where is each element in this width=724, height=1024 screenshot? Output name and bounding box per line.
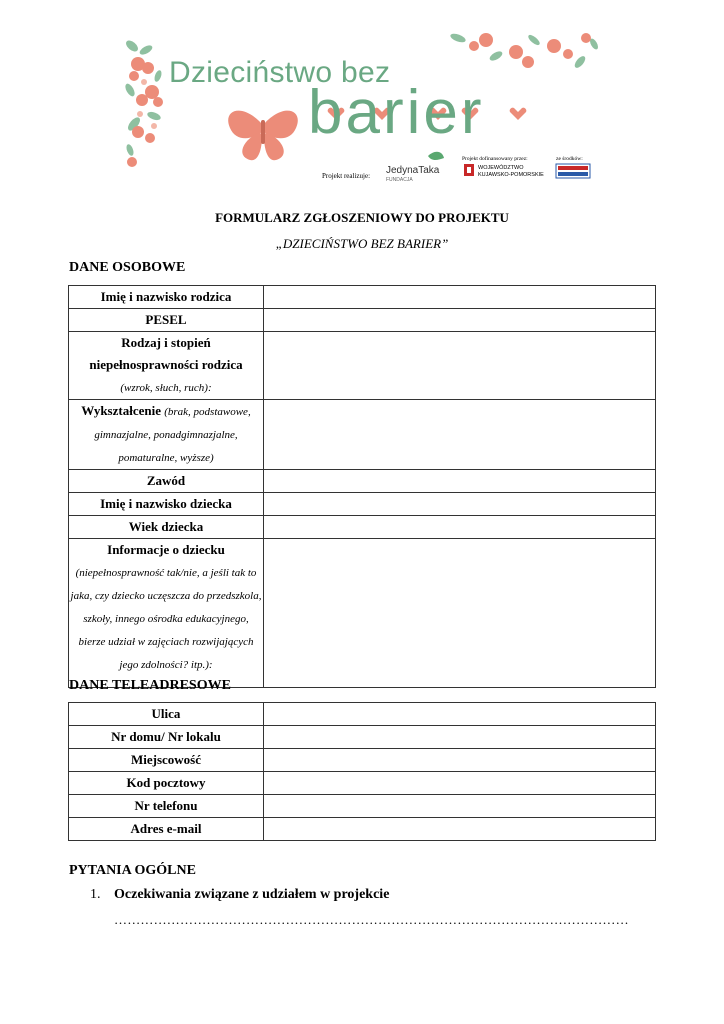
row-label: Zawód (146, 473, 186, 488)
row-label: Imię i nazwisko rodzica (100, 289, 232, 304)
row-hint: (niepełnosprawność tak/nie, a jeśli tak to jaka, czy dziecko uczęszcza do przedszkola, szkoły, innego ośrodka edukacyjnego, bierze udział w zajęciach rozwijających jego zdolności? itp.): (70, 567, 262, 671)
row-hint: (brak, podstawowe, gimnazjalne, ponadgimnazjalne, pomaturalne, wyższe) (94, 406, 251, 464)
logo-title: Dzieciństwo bez (169, 56, 391, 89)
region-name-line2: KUJAWSKO-POMORSKIE (478, 172, 544, 178)
row-label: Nr domu/ Nr lokalu (111, 729, 221, 744)
street-field[interactable] (264, 703, 656, 726)
row-label: Rodzaj i stopień niepełnosprawności rodzica (89, 335, 243, 372)
email-field[interactable] (264, 818, 656, 841)
table-row (69, 470, 656, 493)
table-row (69, 400, 656, 470)
document-subtitle: „DZIECIŃSTWO BEZ BARIER” (275, 236, 449, 251)
address-data-table (68, 702, 656, 841)
section-heading-address: DANE TELEADRESOWE (69, 678, 231, 693)
profession-field[interactable] (264, 470, 656, 493)
logo-subtitle: barier (308, 78, 485, 147)
house-number-field[interactable] (264, 726, 656, 749)
row-label: Nr telefonu (134, 798, 198, 813)
butterfly-icon (228, 111, 298, 161)
child-age-field[interactable] (264, 516, 656, 539)
row-label: PESEL (145, 312, 187, 327)
table-row (69, 286, 656, 309)
row-label: Wiek dziecka (128, 519, 204, 534)
table-row (69, 749, 656, 772)
phone-field[interactable] (264, 795, 656, 818)
table-row (69, 332, 656, 400)
table-row (69, 516, 656, 539)
header-banner (124, 32, 600, 182)
table-row (69, 772, 656, 795)
row-label: Miejscowość (130, 752, 202, 767)
parent-disability-field[interactable] (264, 332, 656, 400)
table-row (69, 309, 656, 332)
row-label: Informacje o dziecku (107, 542, 225, 557)
table-row (69, 726, 656, 749)
row-label: Ulica (151, 706, 181, 721)
child-name-field[interactable] (264, 493, 656, 516)
section-heading-general: PYTANIA OGÓLNE (69, 863, 196, 878)
funds-label: ze środków: (556, 156, 583, 162)
row-label: Kod pocztowy (126, 775, 206, 790)
question-1 (90, 887, 389, 903)
personal-data-table (68, 285, 656, 688)
table-row (69, 493, 656, 516)
answer-line-1[interactable]: ……………………………………………………………………………………………………… (114, 912, 629, 927)
realizuje-label: Projekt realizuje: (322, 172, 371, 180)
partner-logo-name: JedynaTaka (386, 165, 440, 176)
postal-code-field[interactable] (264, 772, 656, 795)
table-row (69, 539, 656, 688)
table-row (69, 703, 656, 726)
child-info-field[interactable] (264, 539, 656, 688)
partner-logo-sub: FUNDACJA (386, 177, 413, 183)
question-number: 1. (90, 887, 101, 902)
pesel-field[interactable] (264, 309, 656, 332)
table-row (69, 818, 656, 841)
parent-name-field[interactable] (264, 286, 656, 309)
row-label: Wykształcenie (81, 403, 161, 418)
education-field[interactable] (264, 400, 656, 470)
table-row (69, 795, 656, 818)
cofinance-label: Projekt dofinansowany przez: (462, 156, 528, 162)
document-title: FORMULARZ ZGŁOSZENIOWY DO PROJEKTU (215, 210, 509, 225)
region-name-line1: WOJEWÓDZTWO (478, 165, 524, 171)
section-heading-personal: DANE OSOBOWE (69, 260, 186, 275)
row-label: Imię i nazwisko dziecka (100, 496, 232, 511)
row-hint: (wzrok, słuch, ruch): (120, 382, 212, 394)
city-field[interactable] (264, 749, 656, 772)
question-text: Oczekiwania związane z udziałem w projekcie (114, 887, 390, 902)
row-label: Adres e-mail (130, 821, 202, 836)
